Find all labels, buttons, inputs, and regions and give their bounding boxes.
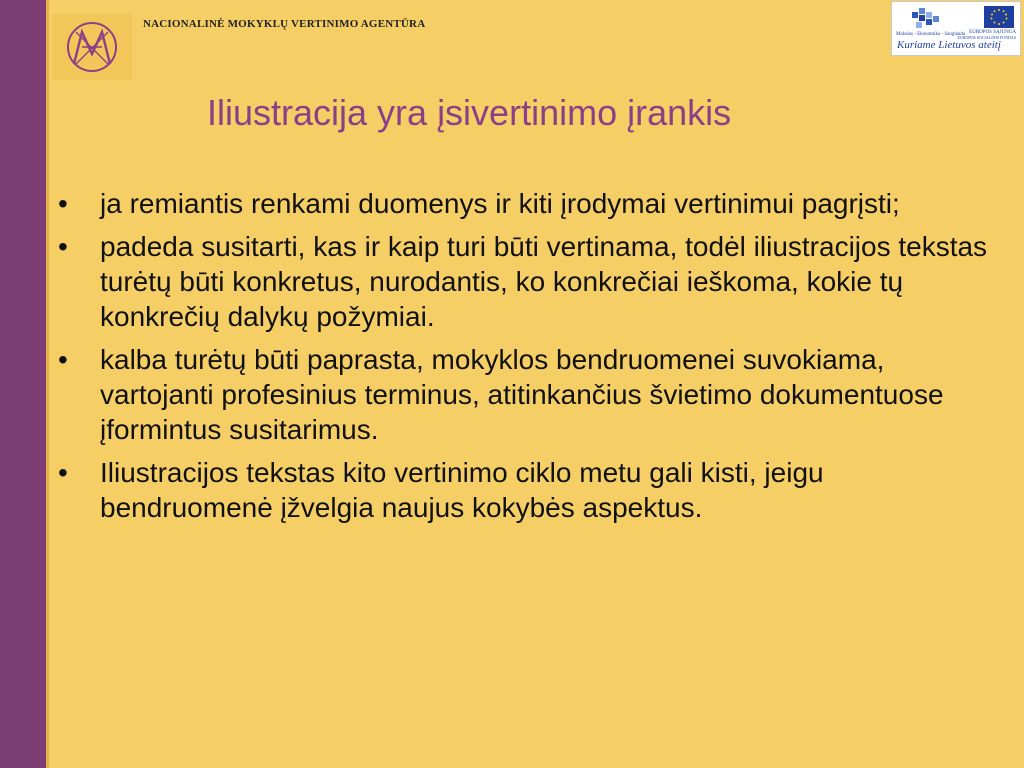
bullet-marker: •: [58, 231, 68, 262]
bullet-marker: •: [58, 344, 68, 375]
program-line: Mokslas - Ekonomika - Sanglauda: [896, 32, 966, 37]
agency-monogram-logo-icon: [52, 14, 132, 80]
organization-name: NACIONALINĖ MOKYKLŲ VERTINIMO AGENTŪRA: [143, 18, 426, 30]
list-item: [58, 229, 988, 334]
slide-title: Iliustracija yra įsivertinimo įrankis: [207, 92, 732, 133]
eu-motto: Kuriame Lietuvos ateitį: [897, 39, 1001, 51]
list-item: [58, 186, 988, 221]
bullet-text: padeda susitarti, kas ir kaip turi būti vertinama, todėl iliustracijos tekstas turėtų būti konkretus, nurodantis, ko konkrečiai ieškoma, kokie tų konkrečių dalykų požymiai.: [100, 231, 988, 332]
list-item: [58, 455, 988, 525]
bullet-text: Iliustracijos tekstas kito vertinimo ciklo metu gali kisti, jeigu bendruomenė įžvelgia naujus kokybės aspektus.: [100, 457, 824, 523]
eu-label: EUROPOS SĄJUNGA: [969, 30, 1016, 35]
eu-funding-banner: [891, 1, 1021, 56]
eu-sublabel: EUROPOS SOCIALINIS FONDAS: [957, 35, 1016, 40]
left-accent-bar: [0, 0, 46, 768]
list-item: [58, 342, 988, 447]
left-bar-edge: [46, 0, 49, 768]
eu-flag-icon: [984, 6, 1014, 28]
bullet-marker: •: [58, 188, 68, 219]
bullet-text: kalba turėtų būti paprasta, mokyklos bendruomenei suvokiama, vartojanti profesinius terminus, atitinkančius švietimo dokumentuose įformintus susitarimus.: [100, 344, 944, 445]
bullet-text: ja remiantis renkami duomenys ir kiti įrodymai vertinimui pagrįsti;: [100, 188, 900, 219]
bullet-list: [58, 186, 988, 533]
bullet-marker: •: [58, 457, 68, 488]
